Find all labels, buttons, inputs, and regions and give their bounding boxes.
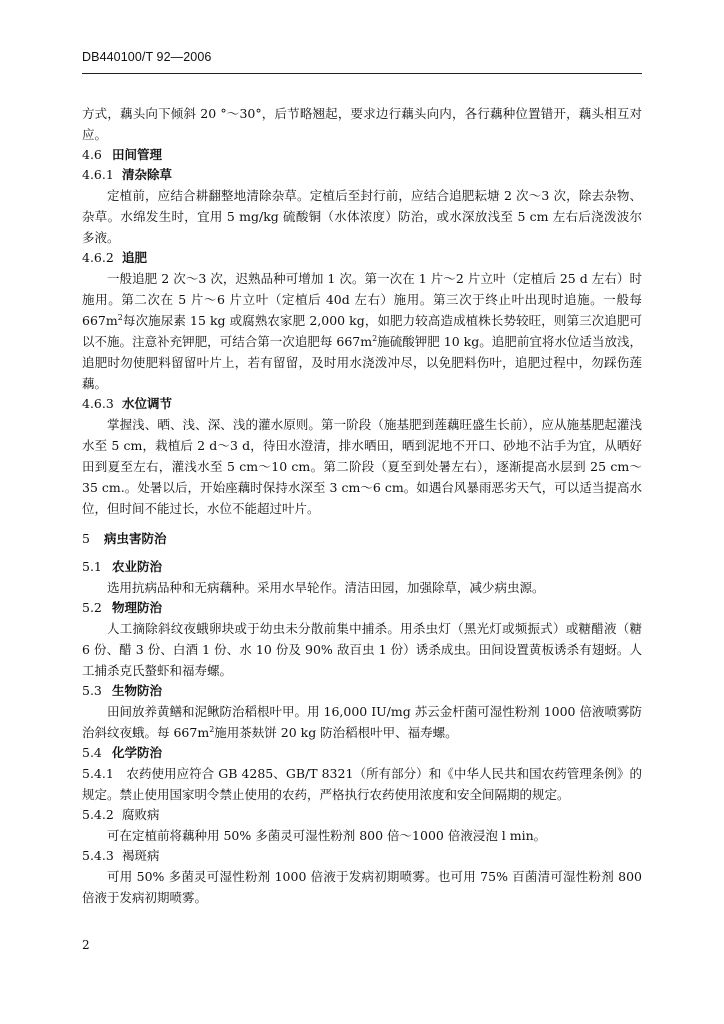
section-title: 农业防治 (112, 559, 163, 574)
paragraph: 5.4.1 农药使用应符合 GB 4285、GB/T 8321（所有部分）和《中华人民共和国农药管理条例》的规定。禁止使用国家明令禁止使用的农药，严格执行农药使用浓度和安全间隔期的规定。 (82, 766, 642, 802)
section-heading (82, 557, 642, 577)
section-number: 4.6.3 (82, 396, 114, 411)
section-heading (82, 743, 642, 763)
section-number: 5.4 (82, 745, 102, 760)
paragraph: 可用 50% 多菌灵可湿性粉剂 1000 倍液于发病初期喷雾。也可用 75% 百菌清可湿性粉剂 800 倍液于发病初期喷雾。 (82, 869, 642, 905)
paragraph (82, 701, 642, 743)
section-number: 4.6.2 (82, 250, 114, 265)
section-title: 田间管理 (112, 147, 163, 162)
section-number: 5.4.2 (82, 807, 114, 822)
document-code: DB440100/T 92—2006 (82, 50, 212, 64)
section-heading (82, 165, 642, 185)
section-heading (82, 145, 642, 165)
section-number: 5.2 (82, 600, 102, 615)
header-rule (82, 73, 642, 74)
section-title: 生物防治 (112, 683, 163, 698)
section-heading (82, 846, 642, 866)
text-run: 施硫酸钾肥 10 kg。追肥前宜将水位适当放浅，追肥时勿使肥料留留叶片上，若有留留，及时用水浇泼冲尽，以免肥料伤叶，追肥过程中，勿踩伤莲藕。 (82, 334, 642, 391)
section-number: 5.3 (82, 683, 102, 698)
paragraph: 定植前，应结合耕翻整地清除杂草。定植后至封行前，应结合追肥耘塘 2 次～3 次，除去杂物、杂草。水绵发生时，宜用 5 mg/kg 硫酸铜（水体浓度）防治，或水深放浅至 5 cm 左右后浇泼波尔多液。 (82, 188, 642, 245)
section-title: 水位调节 (122, 396, 173, 411)
section-title: 病虫害防治 (104, 531, 167, 546)
document-body (82, 103, 642, 908)
section-heading (82, 248, 642, 268)
section-number: 4.6.1 (82, 167, 114, 182)
section-heading (82, 394, 642, 414)
section-heading (82, 805, 642, 825)
section-title: 化学防治 (112, 745, 163, 760)
section-title: 褐斑病 (122, 848, 160, 863)
section-number: 5 (82, 531, 90, 546)
section-title: 物理防治 (112, 600, 163, 615)
text-run: 一般追肥 2 次～3 次，迟熟品种可增加 1 次。第一次在 1 片～2 片立叶（定植后 25 d 左右）时施用。第二次在 5 片～6 片立叶（定植后 40d 左右）施用。第三次于终止叶出现时追施。一般每 667m (82, 271, 642, 328)
text-run: 田间放养黄鳝和泥鳅防治稻根叶甲。用 16,000 IU/mg 苏云金杆菌可湿性粉剂 1000 倍液喷雾防治斜纹夜蛾。每 667m (82, 704, 642, 740)
paragraph: 掌握浅、晒、浅、深、浅的灌水原则。第一阶段（施基肥到莲藕旺盛生长前），应从施基肥起灌浅水至 5 cm，栽植后 2 d～3 d，待田水澄清，排水晒田，晒到泥地不开口、砂地不沾手为宜，从晒好田到夏至左右，灌浅水至 5 cm～10 cm。第二阶段（夏至到处暑左右），逐渐提高水层到 25 cm～35 cm.。处暑以后，开始座藕时保持水深至 3 cm～6 cm。如遇台风暴雨恶劣天气，可以适当提高水位，但时间不能过长，水位不能超过叶片。 (82, 417, 642, 516)
section-title: 追肥 (122, 250, 148, 265)
paragraph: 人工摘除斜纹夜蛾卵块或于幼虫未分散前集中捕杀。用杀虫灯（黑光灯或频振式）或糖醋液（糖 6 份、醋 3 份、白酒 1 份、水 10 份及 90% 敌百虫 1 份）诱杀成虫。田间设置黄板诱杀有翅蚜。人工捕杀克氏螯虾和福寿螺。 (82, 621, 642, 678)
paragraph: 选用抗病品种和无病藕种。采用水旱轮作。清洁田园，加强除草，减少病虫源。 (107, 580, 545, 595)
section-number: 5.1 (82, 559, 102, 574)
section-number: 4.6 (82, 147, 102, 162)
section-title: 腐败病 (122, 807, 160, 822)
superscript: 2 (117, 312, 123, 322)
superscript: 2 (209, 724, 215, 734)
section-heading (82, 598, 642, 618)
section-heading (82, 529, 642, 549)
section-number: 5.4.3 (82, 848, 114, 863)
superscript: 2 (372, 333, 378, 343)
page-number: 2 (82, 938, 90, 952)
paragraph (82, 268, 642, 394)
paragraph: 可在定植前将藕种用 50% 多菌灵可湿性粉剂 800 倍～1000 倍液浸泡 l min。 (107, 828, 547, 843)
section-heading (82, 681, 642, 701)
text-run: 施用茶麸饼 20 kg 防治稻根叶甲、福寿螺。 (214, 725, 458, 740)
paragraph: 方式，藕头向下倾斜 20 °～30°，后节略翘起，要求边行藕头向内，各行藕种位置错开，藕头相互对应。 (82, 106, 642, 142)
text-run: 每次施尿素 15 kg 或腐熟农家肥 2,000 kg，如肥力较高造成植株长势较旺，则第三次追肥可以不施。注意补充钾肥，可结合第一次追肥每 667m (82, 313, 642, 349)
section-title: 清杂除草 (122, 167, 173, 182)
